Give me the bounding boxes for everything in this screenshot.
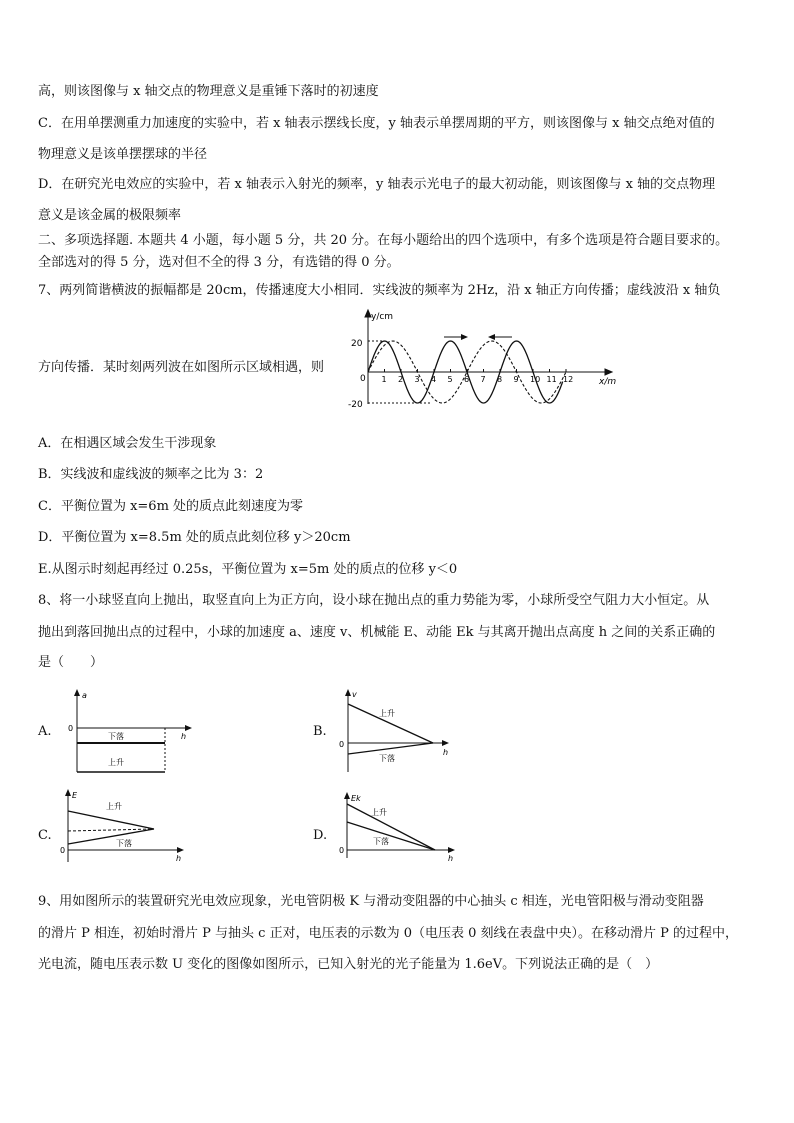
question-9-stem-end: 光电流，随电压表示数 U 变化的图像如图所示，已知入射光的光子能量为 1.6eV。下列说法正确的是（ ） [38,957,659,972]
graph-a-axis-y: a [82,691,87,700]
graph-a-down-label: 下落 [108,732,124,741]
graph-c-up-label: 上升 [106,802,122,811]
x-tick-label: 10 [530,375,541,384]
q7-option-a: A．在相遇区域会发生干涉现象 [38,436,217,451]
q7-option-e: E.从图示时刻起再经过 0.25s，平衡位置为 x=5m 处的质点的位移 y＜0 [38,562,458,577]
graph-a-up-label: 上升 [108,758,124,767]
x-tick-label: 2 [398,375,404,384]
wave-y-pos: 20 [351,339,363,349]
x-tick-label: 5 [447,375,453,384]
question-7-stem: 7、两列简谐横波的振幅都是 20cm，传播速度大小相同．实线波的频率为 2Hz，沿 x 轴正方向传播；虚线波沿 x 轴负 [38,283,721,298]
graph-c-axis-x: h [176,854,182,863]
text-line: 高，则该图像与 x 轴交点的物理意义是重锤下落时的初速度 [38,84,379,99]
x-tick-label: 7 [480,375,486,384]
question-7-stem-cont: 方向传播．某时刻两列波在如图所示区域相遇，则 [38,360,325,375]
graph-d-up-label: 上升 [371,808,387,817]
graph-a-axis-x: h [181,732,187,741]
text-line: 物理意义是该单摆摆球的半径 [38,147,208,162]
section-heading: 二、多项选择题. 本题共 4 小题，每小题 5 分，共 20 分。在每小题给出的四个选项中，有多个选项是符合题目要求的。 [38,233,729,248]
q8-graph-c [58,788,198,866]
x-tick-label: 12 [563,375,574,384]
graph-b-axis-y: v [352,690,357,699]
wave-ylabel: y/cm [371,312,394,322]
q8-option-b-label: B. [313,724,327,739]
question-9-stem: 9、用如图所示的装置研究光电效应现象，光电管阴极 K 与滑动变阻器的中心抽头 c 相连，光电管阳极与滑动变阻器 [38,894,704,909]
x-tick-label: 6 [464,375,470,384]
wave-y-neg: -20 [348,400,363,410]
q8-graph-a [60,688,200,776]
q8-option-c-label: C. [38,828,52,843]
option-c-text: C．在用单摆测重力加速度的实验中，若 x 轴表示摆线长度，y 轴表示单摆周期的平方，则该图像与 x 轴交点绝对值的 [38,116,715,131]
wave-xlabel: x/m [599,377,617,387]
graph-b-origin: 0 [339,740,345,749]
q8-graph-d [335,788,465,866]
graph-b-down-label: 下落 [379,754,395,763]
x-tick-label: 4 [431,375,437,384]
graph-c-origin: 0 [60,846,66,855]
question-8-stem-cont: 抛出到落回抛出点的过程中，小球的加速度 a、速度 v、机械能 E、动能 Ek 与其离开抛出点高度 h 之间的关系正确的 [38,625,716,640]
x-tick-label: 11 [546,375,557,384]
x-tick-label: 1 [381,375,387,384]
graph-a-origin: 0 [68,724,74,733]
q8-option-a-label: A. [38,724,52,739]
question-8-stem: 8、将一小球竖直向上抛出，取竖直向上为正方向，设小球在抛出点的重力势能为零，小球所受空气阻力大小恒定。从 [38,593,710,608]
graph-b-axis-x: h [443,748,449,757]
q7-option-d: D．平衡位置为 x=8.5m 处的质点此刻位移 y＞20cm [38,530,351,545]
wave-origin: 0 [360,374,366,384]
q7-option-c: C．平衡位置为 x=6m 处的质点此刻速度为零 [38,499,304,514]
graph-c-down-label: 下落 [116,839,132,848]
text-line: 意义是该金属的极限频率 [38,208,182,223]
right-arrow-icon [444,334,468,340]
graph-d-down-label: 下落 [373,837,389,846]
graph-d-axis-y: Ek [351,794,361,803]
x-tick-label: 8 [497,375,503,384]
wave-figure [340,308,620,414]
section-note: 全部选对的得 5 分，选对但不全的得 3 分，有选错的得 0 分。 [38,255,400,270]
graph-c-axis-y: E [72,791,78,800]
option-d-text: D．在研究光电效应的实验中，若 x 轴表示入射光的频率，y 轴表示光电子的最大初动能，则该图像与 x 轴的交点物理 [38,177,716,192]
graph-d-origin: 0 [339,846,345,855]
q8-graph-b [333,688,463,776]
question-9-stem-cont: 的滑片 P 相连，初始时滑片 P 与抽头 c 正对，电压表的示数为 0（电压表 0 刻线在表盘中央）。在移动滑片 P 的过程中， [38,926,739,941]
graph-d-axis-x: h [448,854,454,863]
left-arrow-icon [488,334,512,340]
x-tick-label: 3 [414,375,420,384]
graph-b-up-label: 上升 [379,709,395,718]
x-tick-label: 9 [513,375,519,384]
q8-option-d-label: D. [313,828,328,843]
q7-option-b: B．实线波和虚线波的频率之比为 3：2 [38,467,264,482]
question-8-stem-end: 是（ ） [38,655,104,670]
